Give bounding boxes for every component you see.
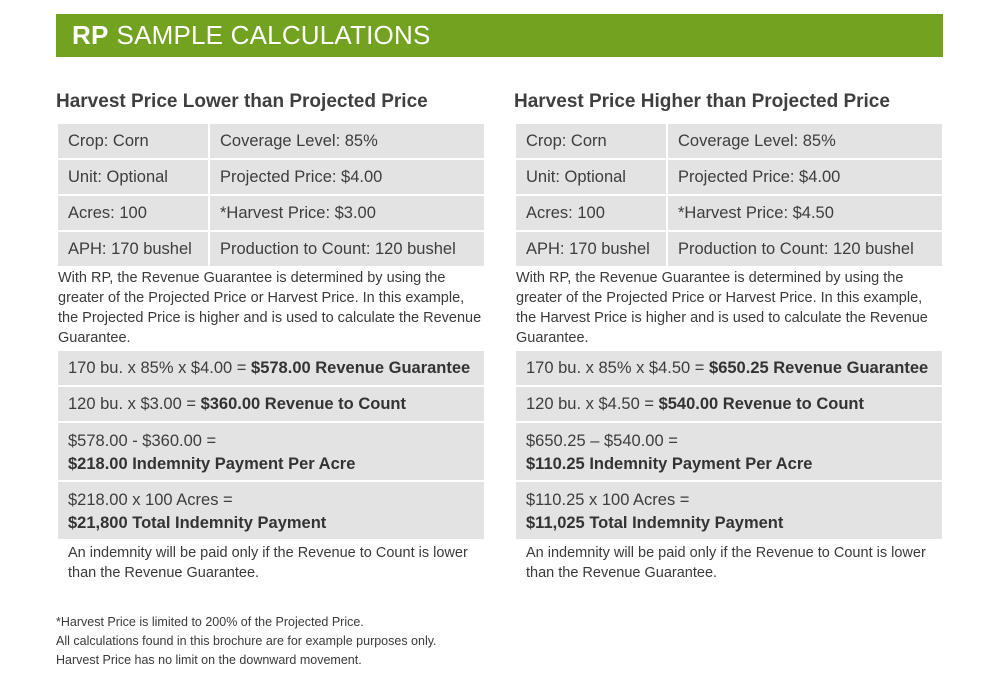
explanation-note: With RP, the Revenue Guarantee is determined by using the greater of the Projected Price or Harvest Price. In this example, the Harvest Price is higher and is used to calculate the Revenue Guarantee. <box>516 270 928 346</box>
total-indemnity-calc <box>516 482 942 539</box>
calc-result: $540.00 Revenue to Count <box>658 394 864 413</box>
aph-cell: APH: 170 bushel <box>58 232 208 266</box>
revenue-guarantee-calc <box>516 351 942 385</box>
table-row <box>516 232 942 266</box>
table-row <box>58 196 484 230</box>
calc-expression: 170 bu. x 85% x $4.50 = <box>526 358 705 377</box>
calc-result: $578.00 Revenue Guarantee <box>251 358 471 377</box>
footnote-line: Harvest Price has no limit on the downward movement. <box>56 653 362 667</box>
production-cell: Production to Count: 120 bushel <box>210 232 484 266</box>
parameters-table <box>516 124 942 266</box>
footnote-line: *Harvest Price is limited to 200% of the Projected Price. <box>56 615 364 629</box>
footnotes <box>56 613 437 670</box>
crop-cell: Crop: Corn <box>58 124 208 158</box>
example-lower <box>56 90 484 583</box>
unit-cell: Unit: Optional <box>516 160 666 194</box>
calc-expression: $578.00 - $360.00 = <box>68 432 217 450</box>
example-higher <box>514 90 942 583</box>
banner-rp: RP <box>72 20 109 50</box>
calc-expression: $218.00 x 100 Acres = <box>68 491 233 509</box>
example-heading: Harvest Price Higher than Projected Price <box>514 91 890 112</box>
table-row <box>516 196 942 230</box>
indemnity-note: An indemnity will be paid only if the Revenue to Count is lower than the Revenue Guarantee. <box>526 545 926 581</box>
calc-expression: $650.25 – $540.00 = <box>526 432 678 450</box>
aph-cell: APH: 170 bushel <box>516 232 666 266</box>
harvest-price-cell: *Harvest Price: $3.00 <box>210 196 484 230</box>
section-banner <box>56 14 943 57</box>
table-row <box>58 124 484 158</box>
indemnity-per-acre-calc <box>516 423 942 480</box>
parameters-table <box>58 124 484 266</box>
example-heading: Harvest Price Lower than Projected Price <box>56 91 428 112</box>
coverage-cell: Coverage Level: 85% <box>668 124 942 158</box>
table-row <box>58 160 484 194</box>
calc-result: $360.00 Revenue to Count <box>200 394 406 413</box>
revenue-to-count-calc <box>516 387 942 421</box>
indemnity-note: An indemnity will be paid only if the Revenue to Count is lower than the Revenue Guarantee. <box>68 545 468 581</box>
calc-result: $11,025 Total Indemnity Payment <box>526 514 784 532</box>
calc-expression: 170 bu. x 85% x $4.00 = <box>68 358 247 377</box>
revenue-to-count-calc <box>58 387 484 421</box>
calc-result: $21,800 Total Indemnity Payment <box>68 514 327 532</box>
table-row <box>516 160 942 194</box>
production-cell: Production to Count: 120 bushel <box>668 232 942 266</box>
harvest-price-cell: *Harvest Price: $4.50 <box>668 196 942 230</box>
calc-expression: 120 bu. x $4.50 = <box>526 394 654 413</box>
explanation-note: With RP, the Revenue Guarantee is determined by using the greater of the Projected Price or Harvest Price. In this example, the Projected Price is higher and is used to calculate the Revenue Guarantee. <box>58 270 482 346</box>
calc-result: $218.00 Indemnity Payment Per Acre <box>68 455 356 473</box>
acres-cell: Acres: 100 <box>58 196 208 230</box>
acres-cell: Acres: 100 <box>516 196 666 230</box>
revenue-guarantee-calc <box>58 351 484 385</box>
unit-cell: Unit: Optional <box>58 160 208 194</box>
calc-expression: $110.25 x 100 Acres = <box>526 491 690 509</box>
projected-price-cell: Projected Price: $4.00 <box>668 160 942 194</box>
table-row <box>516 124 942 158</box>
calc-result: $110.25 Indemnity Payment Per Acre <box>526 455 813 473</box>
banner-title: SAMPLE CALCULATIONS <box>116 20 431 50</box>
table-row <box>58 232 484 266</box>
projected-price-cell: Projected Price: $4.00 <box>210 160 484 194</box>
indemnity-per-acre-calc <box>58 423 484 480</box>
coverage-cell: Coverage Level: 85% <box>210 124 484 158</box>
calc-expression: 120 bu. x $3.00 = <box>68 394 196 413</box>
calc-result: $650.25 Revenue Guarantee <box>709 358 929 377</box>
footnote-line: All calculations found in this brochure are for example purposes only. <box>56 634 437 648</box>
total-indemnity-calc <box>58 482 484 539</box>
crop-cell: Crop: Corn <box>516 124 666 158</box>
